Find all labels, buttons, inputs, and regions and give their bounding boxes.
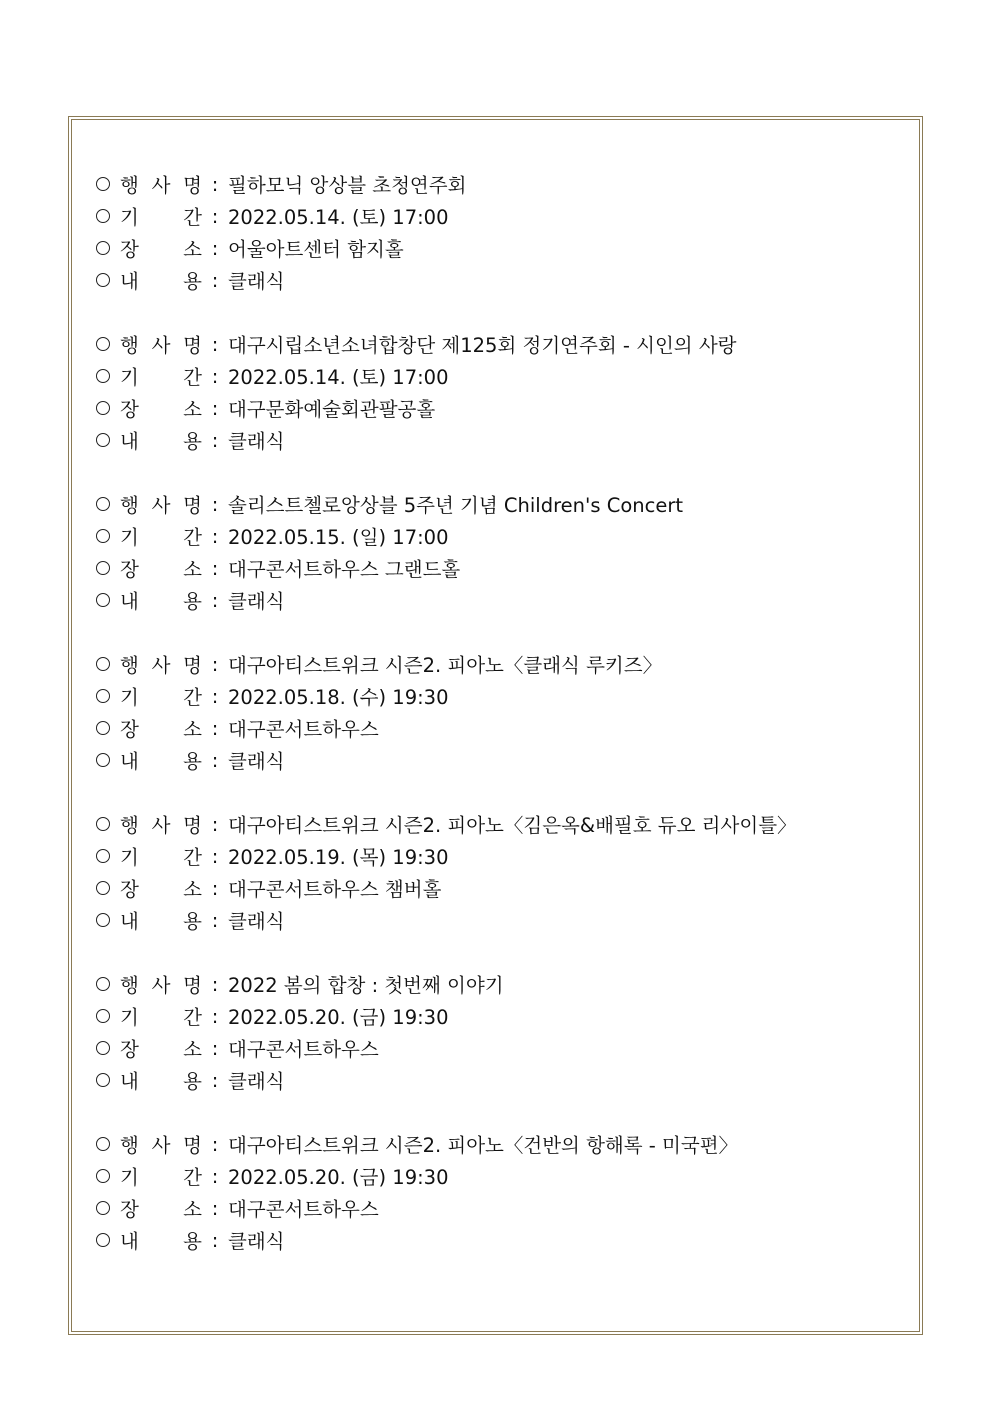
- content-label: 내 용: [120, 1070, 202, 1093]
- circle-bullet-icon: [96, 433, 110, 447]
- circle-bullet-icon: [96, 1137, 110, 1151]
- period-label: 기 간: [120, 366, 202, 389]
- event-place-row: [94, 1032, 894, 1064]
- circle-bullet-icon: [96, 913, 110, 927]
- event-name: 솔리스트첼로앙상블 5주년 기념 Children's Concert: [228, 494, 684, 517]
- event-period-row: [94, 840, 894, 872]
- event-period-row: [94, 1160, 894, 1192]
- place-label: 장 소: [120, 238, 202, 261]
- circle-bullet-icon: [96, 273, 110, 287]
- event-period-row: [94, 360, 894, 392]
- event-content-row: [94, 1224, 894, 1256]
- circle-bullet-icon: [96, 689, 110, 703]
- event-place: 대구콘서트하우스 그랜드홀: [228, 558, 461, 581]
- colon: :: [211, 268, 219, 292]
- event-content-row: [94, 424, 894, 456]
- circle-bullet-icon: [96, 497, 110, 511]
- circle-bullet-icon: [96, 977, 110, 991]
- circle-bullet-icon: [96, 1073, 110, 1087]
- event-block: [94, 648, 894, 776]
- colon: :: [211, 908, 219, 932]
- event-period: 2022.05.14. (토) 17:00: [228, 206, 449, 229]
- event-name: 2022 봄의 합창 : 첫번째 이야기: [228, 974, 504, 997]
- event-place-row: [94, 552, 894, 584]
- period-label: 기 간: [120, 526, 202, 549]
- circle-bullet-icon: [96, 849, 110, 863]
- event-block: [94, 1128, 894, 1256]
- event-name-row: [94, 168, 894, 200]
- colon: :: [211, 876, 219, 900]
- name-label: 행 사 명: [120, 334, 202, 357]
- circle-bullet-icon: [96, 337, 110, 351]
- event-content: 클래식: [228, 750, 285, 773]
- circle-bullet-icon: [96, 561, 110, 575]
- event-period-row: [94, 520, 894, 552]
- event-place: 대구콘서트하우스 챔버홀: [228, 878, 442, 901]
- event-name: 필하모닉 앙상블 초청연주회: [228, 174, 467, 197]
- event-content-row: [94, 904, 894, 936]
- circle-bullet-icon: [96, 241, 110, 255]
- period-label: 기 간: [120, 686, 202, 709]
- circle-bullet-icon: [96, 1201, 110, 1215]
- colon: :: [211, 204, 219, 228]
- event-name: 대구아티스트위크 시즌2. 피아노〈김은옥&배필호 듀오 리사이틀〉: [228, 814, 797, 837]
- circle-bullet-icon: [96, 817, 110, 831]
- event-period: 2022.05.18. (수) 19:30: [228, 686, 449, 709]
- event-name-row: [94, 648, 894, 680]
- circle-bullet-icon: [96, 881, 110, 895]
- event-content-row: [94, 584, 894, 616]
- event-name: 대구아티스트위크 시즌2. 피아노〈건반의 항해록 - 미국편〉: [228, 1134, 739, 1157]
- colon: :: [211, 844, 219, 868]
- place-label: 장 소: [120, 1198, 202, 1221]
- colon: :: [211, 492, 219, 516]
- place-label: 장 소: [120, 398, 202, 421]
- event-content-row: [94, 1064, 894, 1096]
- event-block: [94, 808, 894, 936]
- event-place-row: [94, 232, 894, 264]
- colon: :: [211, 972, 219, 996]
- event-block: [94, 488, 894, 616]
- event-period: 2022.05.19. (목) 19:30: [228, 846, 449, 869]
- event-list: [94, 168, 894, 1288]
- colon: :: [211, 1164, 219, 1188]
- content-label: 내 용: [120, 910, 202, 933]
- event-place-row: [94, 712, 894, 744]
- name-label: 행 사 명: [120, 974, 202, 997]
- event-content-row: [94, 264, 894, 296]
- circle-bullet-icon: [96, 1233, 110, 1247]
- event-block: [94, 968, 894, 1096]
- event-name-row: [94, 968, 894, 1000]
- colon: :: [211, 1068, 219, 1092]
- circle-bullet-icon: [96, 721, 110, 735]
- event-content-row: [94, 744, 894, 776]
- content-label: 내 용: [120, 430, 202, 453]
- event-block: [94, 328, 894, 456]
- event-place: 대구문화예술회관팔공홀: [228, 398, 436, 421]
- event-block: [94, 168, 894, 296]
- event-name-row: [94, 488, 894, 520]
- circle-bullet-icon: [96, 177, 110, 191]
- event-period: 2022.05.14. (토) 17:00: [228, 366, 449, 389]
- colon: :: [211, 332, 219, 356]
- event-content: 클래식: [228, 910, 285, 933]
- colon: :: [211, 364, 219, 388]
- colon: :: [211, 236, 219, 260]
- name-label: 행 사 명: [120, 654, 202, 677]
- event-content: 클래식: [228, 270, 285, 293]
- colon: :: [211, 1036, 219, 1060]
- content-label: 내 용: [120, 750, 202, 773]
- colon: :: [211, 1228, 219, 1252]
- place-label: 장 소: [120, 718, 202, 741]
- event-period-row: [94, 680, 894, 712]
- content-label: 내 용: [120, 590, 202, 613]
- colon: :: [211, 1132, 219, 1156]
- circle-bullet-icon: [96, 401, 110, 415]
- event-name-row: [94, 328, 894, 360]
- content-label: 내 용: [120, 270, 202, 293]
- name-label: 행 사 명: [120, 1134, 202, 1157]
- colon: :: [211, 1196, 219, 1220]
- colon: :: [211, 684, 219, 708]
- period-label: 기 간: [120, 846, 202, 869]
- place-label: 장 소: [120, 878, 202, 901]
- period-label: 기 간: [120, 206, 202, 229]
- event-period: 2022.05.20. (금) 19:30: [228, 1166, 449, 1189]
- circle-bullet-icon: [96, 753, 110, 767]
- event-place: 어울아트센터 함지홀: [228, 238, 404, 261]
- event-period-row: [94, 200, 894, 232]
- colon: :: [211, 172, 219, 196]
- name-label: 행 사 명: [120, 814, 202, 837]
- event-content: 클래식: [228, 1230, 285, 1253]
- colon: :: [211, 716, 219, 740]
- period-label: 기 간: [120, 1166, 202, 1189]
- name-label: 행 사 명: [120, 174, 202, 197]
- circle-bullet-icon: [96, 1169, 110, 1183]
- circle-bullet-icon: [96, 1009, 110, 1023]
- event-name-row: [94, 1128, 894, 1160]
- colon: :: [211, 748, 219, 772]
- place-label: 장 소: [120, 1038, 202, 1061]
- event-name: 대구아티스트위크 시즌2. 피아노〈클래식 루키즈〉: [228, 654, 663, 677]
- colon: :: [211, 652, 219, 676]
- place-label: 장 소: [120, 558, 202, 581]
- colon: :: [211, 812, 219, 836]
- event-period: 2022.05.20. (금) 19:30: [228, 1006, 449, 1029]
- event-content: 클래식: [228, 430, 285, 453]
- colon: :: [211, 428, 219, 452]
- event-place: 대구콘서트하우스: [228, 1198, 379, 1221]
- circle-bullet-icon: [96, 369, 110, 383]
- colon: :: [211, 1004, 219, 1028]
- circle-bullet-icon: [96, 593, 110, 607]
- circle-bullet-icon: [96, 657, 110, 671]
- event-place: 대구콘서트하우스: [228, 1038, 379, 1061]
- name-label: 행 사 명: [120, 494, 202, 517]
- colon: :: [211, 588, 219, 612]
- content-label: 내 용: [120, 1230, 202, 1253]
- event-place-row: [94, 1192, 894, 1224]
- colon: :: [211, 524, 219, 548]
- event-place: 대구콘서트하우스: [228, 718, 379, 741]
- event-place-row: [94, 392, 894, 424]
- event-period-row: [94, 1000, 894, 1032]
- event-place-row: [94, 872, 894, 904]
- period-label: 기 간: [120, 1006, 202, 1029]
- circle-bullet-icon: [96, 209, 110, 223]
- event-content: 클래식: [228, 590, 285, 613]
- event-name: 대구시립소년소녀합창단 제125회 정기연주회 - 시인의 사랑: [228, 334, 737, 357]
- event-content: 클래식: [228, 1070, 285, 1093]
- colon: :: [211, 556, 219, 580]
- event-period: 2022.05.15. (일) 17:00: [228, 526, 449, 549]
- event-name-row: [94, 808, 894, 840]
- circle-bullet-icon: [96, 529, 110, 543]
- colon: :: [211, 396, 219, 420]
- circle-bullet-icon: [96, 1041, 110, 1055]
